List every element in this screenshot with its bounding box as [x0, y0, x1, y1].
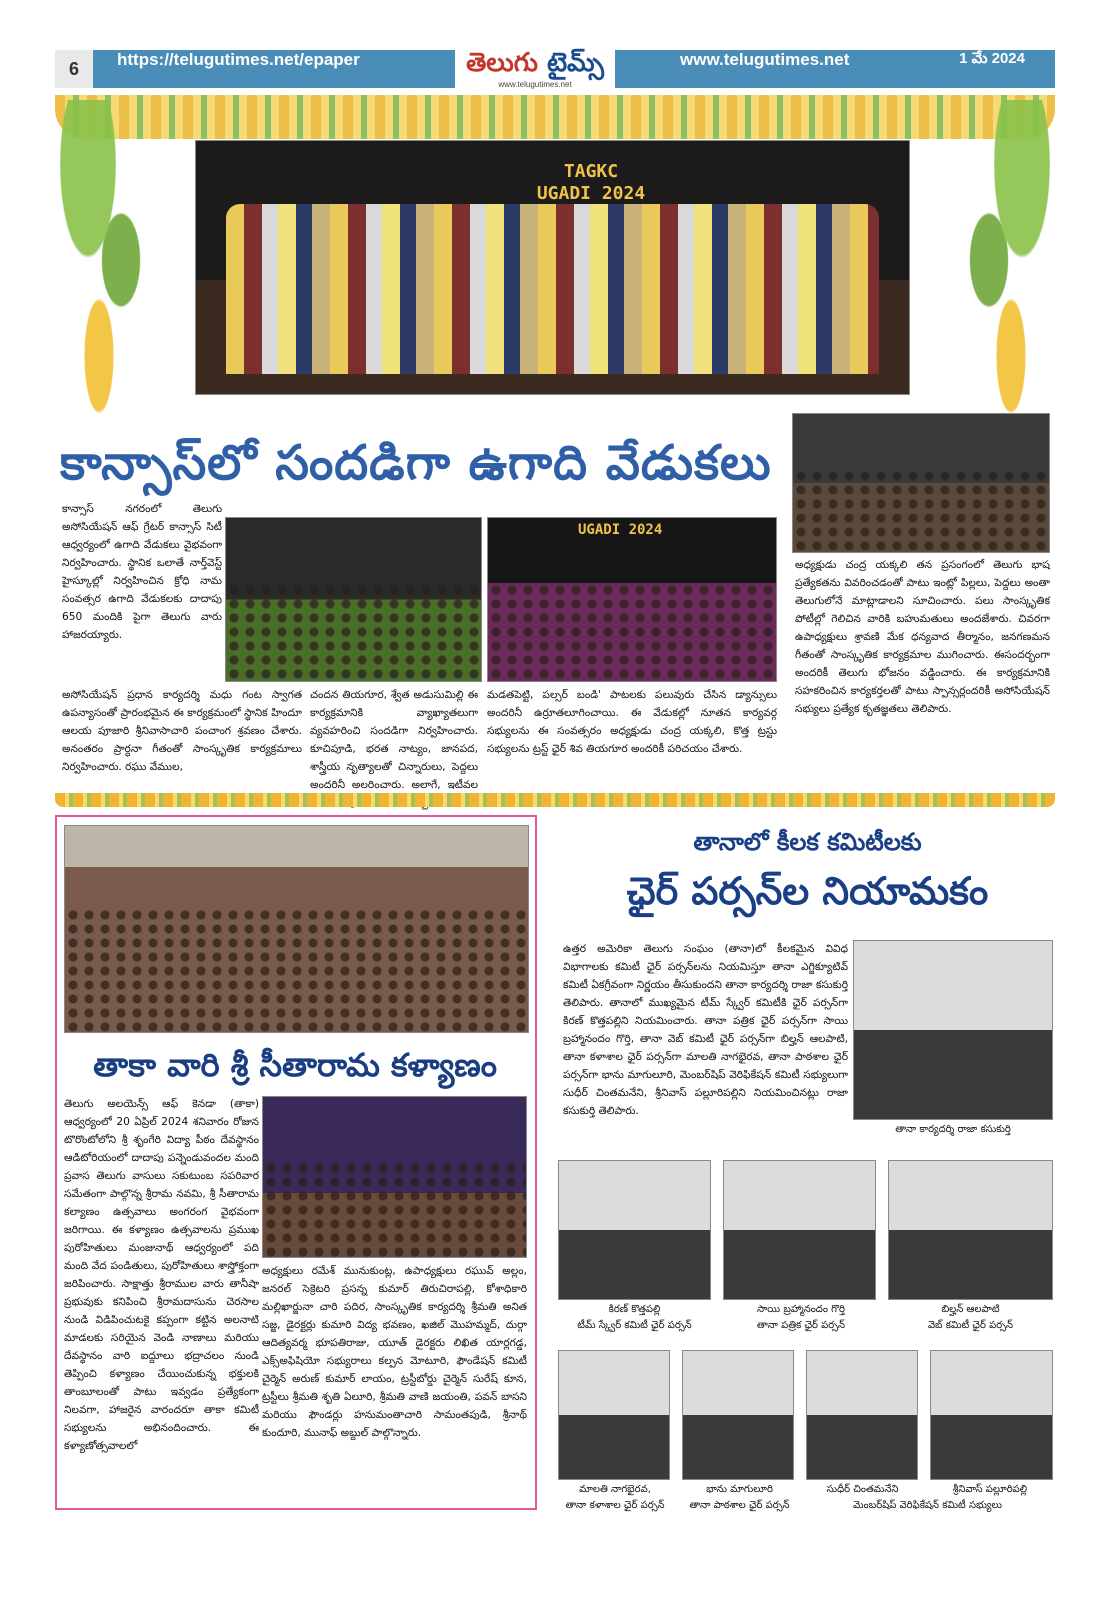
bhanu-portrait: [682, 1350, 794, 1480]
article2-headline: తాకా వారి శ్రీ సీతారామ కళ్యాణం: [93, 1046, 497, 1084]
malathi-name: మాలతి నాగభైరవ,: [579, 1484, 651, 1495]
malathi-role: తానా కళాశాల ఛైర్ పర్సన్: [565, 1500, 665, 1511]
kiran-portrait: [558, 1160, 711, 1300]
dance-banner: UGADI 2024: [578, 522, 663, 538]
youth-group-photo: [792, 413, 1050, 553]
kalyanam-crowd-photo: [64, 825, 529, 1033]
article3-headline: ఛైర్ పర్సన్‌ల నియామకం: [626, 869, 989, 913]
crowd-figures: [65, 908, 528, 1032]
sai-role: తానా పత్రిక ఛైర్ పర్సన్: [756, 1320, 846, 1331]
article1-col2: చందన తియగూర, శ్వేత అడుసుమిల్లి ఈ కార్యక్రమానికి వ్యాఖ్యాతలుగా వ్యవహరించి సందడిగా నిర్వహించారు. కూచిపూడి, భరత నాట్యం, జానపద, శాస్త్రీయ నృత్యాలతో చిన్నారులు, పెద్దలు అందరినీ అలరించారు. అలాగే, ఇటీవల: [310, 689, 478, 791]
kiran-name: కిరణ్ కొత్తపల్లి: [608, 1304, 661, 1315]
dancer-figures: [488, 583, 776, 681]
ugadi-stage-group-photo: [195, 140, 910, 395]
lamp-lighting-photo: [225, 517, 482, 682]
right-leaf-decoration: [945, 100, 1055, 420]
bilhan-name: బిల్హన్ ఆలపాటి: [941, 1304, 1000, 1315]
logo-text-a: తెలుగు: [466, 48, 538, 78]
left-leaf-decoration: [55, 100, 165, 420]
article1-col1b: అసోసియేషన్ ప్రధాన కార్యదర్శి మధు గంట స్వాగత ఉపన్యాసంతో ప్రారంభమైన ఈ కార్యక్రమంలో స్థానిక హిందూ ఆలయ పూజారి శ్రీనివాసాచారి పంచాంగ శ్రవణం చేశారు. అనంతరం ప్రార్ధనా గీతంతో సాంస్కృతిక కార్యక్రమాలు నిర్వహించారు. రఘు వేముల,: [62, 689, 302, 773]
dance-performance-photo: [487, 517, 777, 682]
srinivas-portrait: [930, 1350, 1053, 1480]
article2-col1: తెలుగు అలయెన్స్ ఆఫ్ కెనడా (తాకా) ఆధ్వర్యంలో 20 ఏప్రిల్ 2024 శనివారం రోజున టొరొంటోలోని శ్రీ శృంగేరి విద్యా పీఠం దేవస్థానం ఆడిటోరియంలో దాదాపు పన్నెండువందల మంది ప్రవాస తెలుగు వాసులు సకుటుంబ సపరివార సమేతంగా పాల్గొన్న శ్రీరామ నవమి, శ్రీ సీతారామ కల్యాణం ఉత్సవాలు అంగరంగ వైభవంగా జరిగాయి. ఈ కళ్యాణం ఉత్సవాలను ప్రముఖ పురోహితులు మంజునాథ్ ఆధ్వర్యంలో పది మంది వేద పండితులు, పురోహితులు శాస్త్రోక్తంగా జరిపించారు. సాక్షాత్తు శ్రీరాముల వారు తానీషా ప్రభువుకు కనిపించి శ్రీరామదాసును చెరసాల నుండి విడిపించుటకై కప్పంగా కట్టిన అలనాటి మాడలకు సరియైన వెండి నాణాలు మరియు దేవస్థానం వారి ఐద్దూలు భద్రాచలం నుండి తెప్పించి కళ్యాణం చేయించుకున్న భక్తులకి తాంబూలంతో పాటు ఇవ్వడం ప్రత్యేకంగా నిలవగా, హాజరైన వారందరూ తాకా కమిటీ సభ్యులను అభినందించారు. ఈ కళ్యాణోత్సవాలలో: [64, 1098, 259, 1452]
ritual-figures: [263, 1161, 526, 1257]
sudhir-portrait: [806, 1350, 918, 1480]
top-garland-decoration: [55, 95, 1055, 139]
srinivas-name: శ్రీనివాస్ పల్లూరిపల్లి: [952, 1484, 1028, 1495]
masthead-logo: [455, 46, 615, 92]
raja-portrait-photo: [853, 940, 1053, 1120]
group-figures: [793, 469, 1049, 552]
article1-headline: కాన్సాస్‌లో సందడిగా ఉగాది వేడుకలు: [60, 435, 772, 491]
article3-subhead: తానాలో కీలక కమిటీలకు: [693, 828, 922, 856]
sai-portrait: [723, 1160, 876, 1300]
article1-col3: మడతపెట్టి, పల్సర్ బండి' పాటలకు పలువురు చేసిన డ్యాన్సులు అందరినీ ఉర్రూతలూగించాయి. ఈ వేడుకల్లో నూతన కార్యవర్గ సభ్యులను ఈ సంవత్సరం అధ్యక్షుడు చంద్ర యక్కలి, కొత్త ట్రస్టు సభ్యులను ట్రస్ట్ ఛైర్ శివ తియగూర అందరికీ పరిచయం చేశారు.: [487, 689, 777, 755]
section-divider: [55, 793, 1055, 807]
raja-caption: తానా కార్యదర్శి రాజా కసుకుర్తి: [895, 1124, 1011, 1135]
bhanu-name: భాను మాగులూరి: [706, 1484, 773, 1495]
article2-col2: అధ్యక్షులు రమేశ్ మునుకుంట్ల, ఉపాధ్యక్షులు రఘువ్ అల్లం, జనరల్ సెక్రెటరి ప్రసన్న కుమార్ తిరుచిరాపల్లి, కోశాధికారి మల్లిఖార్జునా చారి పదిర, సాంస్కృతిక కార్యదర్శి శ్రీమతి అనిత సజ్జ, డైరక్టర్లు కుమారి విద్య భవణం, ఖజిల్ మొహమ్మద్, దుర్గా ఆదిత్యవర్మ భూపతిరాజు, యూత్ డైరక్టరు లిఖిత యార్లగడ్డ, ఎక్స్‌అఫిషియో సభ్యురాలు కల్పన మోటూరి, ఫౌండేషన్ కమిటీ చైర్మెన్ అరుణ్ కుమార్ లాయం, ట్రస్టీబోర్డు చైర్మెన్ సురేష్ కూన, ట్రస్టీలు శ్రీమతి శృతి ఏలూరి, శ్రీమతి వాణి జయంతి, పవన్ బాసని మరియు ఫౌండర్లు హనుమంతాచారి సామంతపుడి, శ్రీనాథ్ కుందూరి, మునాఫ్ అబ్దుల్ పాల్గొన్నారు.: [262, 1265, 527, 1439]
sai-name: సాయి బ్రహ్మానందం గొర్తి: [756, 1304, 845, 1315]
bilhan-portrait: [888, 1160, 1053, 1300]
article3-body: ఉత్తర అమెరికా తెలుగు సంఘం (తానా)లో కీలకమైన వివిధ విభాగాలకు కమిటీ ఛైర్ పర్సన్‌లను నియమిస్తూ తానా ఎగ్జిక్యూటివ్ కమిటీ ఏకగ్రీవంగా నిర్ణయం తీసుకుందని తానా కార్యదర్శి రాజా కసుకుర్తి తెలిపారు. తానాలో ముఖ్యమైన టీమ్ స్క్వేర్ కమిటీకి ఛైర్ పర్సన్‌గా కిరణ్ కొత్తపల్లిని నియమించారు. తానా పత్రిక ఛైర్ పర్సన్‌గా సాయి బ్రహ్మానందం గొర్తి, తానా వెబ్ కమిటీ ఛైర్ పర్సన్‌గా బిల్హన్ ఆలపాటి, తానా కళాశాల ఛైర్ పర్సన్‌గా మాలతి నాగభైరవ, తానా పాఠశాల ఛైర్ పర్సన్‌గా భాను మాగులూరి, మెంబర్‌షిప్ వెరిఫికేషన్ కమిటీ సభ్యులుగా సుధీర్ చింతమనేని, శ్రీనివాస్ పల్లూరిపల్లిని నియమించినట్లు రాజా కసుకుర్తి తెలిపారు.: [563, 943, 848, 1117]
malathi-portrait: [558, 1350, 670, 1480]
issue-date: 1 మే 2024: [959, 50, 1025, 67]
bilhan-role: వెబ్ కమిటీ ఛైర్ పర్సన్: [927, 1320, 1014, 1331]
article1-col1: కాన్సాస్ నగరంలో తెలుగు అసోసియేషన్ ఆఫ్ గ్రేటర్ కాన్సాస్ సిటీ ఆధ్వర్యంలో ఉగాది వేడుకలు వైభవంగా నిర్వహించారు. స్థానిక ఒలాతే నార్త్‌వెస్ట్ హైస్కూల్లో నిర్వహించిన క్రోధి నామ సంవత్సర ఉగాది వేడుకలకు దాదాపు 650 మందికి పైగా తెలుగు వారు హాజరయ్యారు.: [62, 503, 222, 641]
kiran-role: టీమ్ స్క్వేర్ కమిటీ ఛైర్ పర్సన్: [577, 1320, 692, 1331]
stage-people: [226, 204, 879, 374]
logo-sub: www.telugutimes.net: [498, 80, 572, 89]
article1-col4: అధ్యక్షుడు చంద్ర యక్కలి తన ప్రసంగంలో తెలుగు భాష ప్రత్యేకతను వివరించడంతో పాటు ఇంట్లో పిల్లలు, పెద్దలు అంతా తెలుగులోనే మాట్లాడాలని సూచించారు. పలు సాంస్కృతిక పోటీల్లో గెలిచిన వారికి బహుమతులు అందజేశారు. చివరగా ఉపాధ్యక్షులు శ్రావణి మేక ధన్యవాద తీర్మానం, జనగణమన గీతంతో సాంస్కృతిక కార్యక్రమాల ముగించారు. ఈసందర్భంగా అందరికీ తెలుగు భోజనం వడ్డించారు. ఈ కార్యక్రమానికి సహకరించిన కార్యకర్తలతో పాటు స్పాన్సర్లందరికీ అసోసియేషన్ సభ్యులు ప్రత్యేక కృతజ్ఞతలు తెలిపారు.: [795, 559, 1050, 715]
kalyanam-ritual-photo: [262, 1096, 527, 1258]
sudhir-name: సుధీర్ చింతమనేని: [826, 1484, 899, 1495]
bhanu-role: తానా పాఠశాల ఛైర్ పర్సన్: [689, 1500, 790, 1511]
logo-text-b: టైమ్స్: [546, 48, 604, 78]
page-number: 6: [55, 50, 93, 88]
epaper-url[interactable]: https://telugutimes.net/epaper: [117, 50, 360, 69]
membership-role: మెంబర్‌షిప్ వెరిఫికేషన్ కమిటీ సభ్యులు: [853, 1500, 1002, 1511]
stage-banner: TAGKC UGADI 2024: [536, 161, 646, 204]
lamp-figures: [226, 583, 481, 681]
site-url[interactable]: www.telugutimes.net: [680, 50, 850, 69]
